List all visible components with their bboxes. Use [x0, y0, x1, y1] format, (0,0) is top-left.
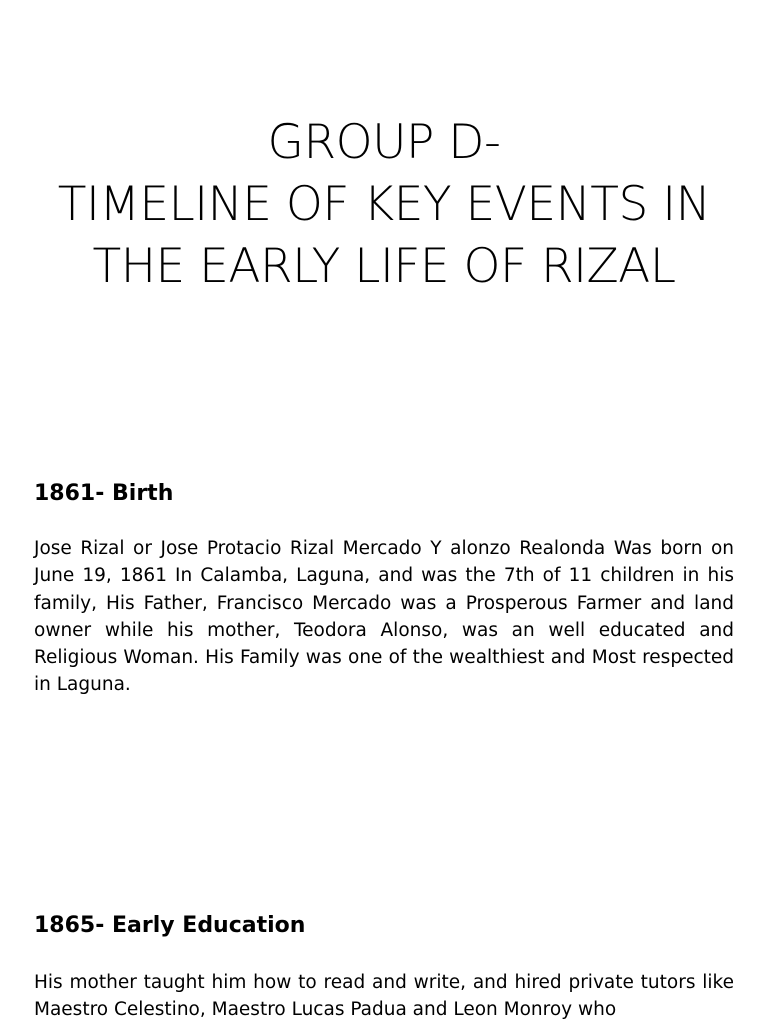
- section-body-early-education: His mother taught him how to read and write, and hired private tutors like Maestro Celestino, Maestro Lucas Padua and Leon Monroy who: [34, 972, 734, 1021]
- title-line-timeline: TIMELINE OF KEY EVENTS IN: [57, 177, 711, 232]
- section-heading-birth: 1861- Birth: [34, 481, 174, 506]
- page-title: [0, 112, 768, 298]
- section-body-birth: Jose Rizal or Jose Protacio Rizal Mercado Y alonzo Realonda Was born on June 19, 1861 In Calamba, Laguna, and was the 7th of 11 children in his family, His Father, Francisco Mercado was a Prosperous Farmer and land owner while his mother, Teodora Alonso, was an well educated and Religious Woman. His Family was one of the wealthiest and Most respected in Laguna.: [34, 538, 734, 696]
- title-line-group: GROUP D-: [267, 115, 501, 170]
- title-line-early-life: THE EARLY LIFE OF RIZAL: [92, 239, 676, 294]
- section-heading-early-education: 1865- Early Education: [34, 913, 306, 938]
